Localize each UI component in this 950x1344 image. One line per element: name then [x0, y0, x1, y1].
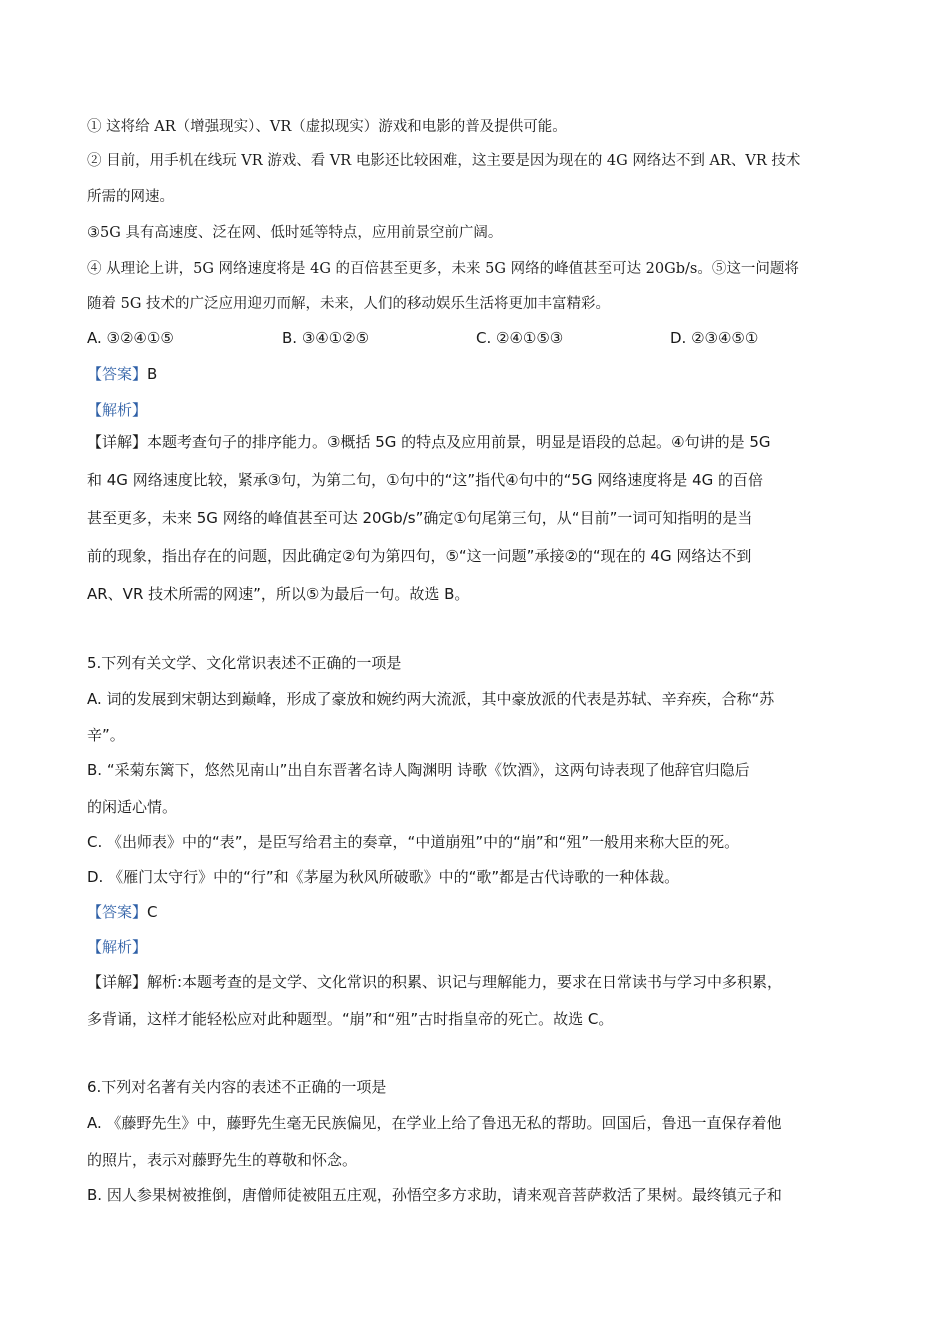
sentence-4-line-2: 随着 5G 技术的广泛应用迎刃而解，未来，人们的移动娱乐生活将更加丰富精彩。: [87, 296, 611, 312]
detail-line: AR、VR 技术所需的网速”，所以⑤为最后一句。故选 B。: [87, 585, 470, 603]
q5-line: C. 《出师表》中的“表”，是臣写给君主的奏章，“中道崩殂”中的“崩”和“殂”一般用来称大臣的死。: [87, 833, 740, 851]
q5-line: B. “采菊东篱下，悠然见南山”出自东晋著名诗人陶渊明 诗歌《饮酒》，这两句诗表现了他辞官归隐后: [87, 761, 750, 779]
question-6: 6.下列对名著有关内容的表述不正确的一项是: [87, 1078, 387, 1096]
q6-line: B. 因人参果树被推倒，唐僧师徒被阻五庄观，孙悟空多方求助，请来观音菩萨救活了果树。最终镇元子和: [87, 1186, 782, 1204]
q5-line: D. 《雁门太守行》中的“行”和《茅屋为秋风所破歌》中的“歌”都是古代诗歌的一种体裁。: [87, 868, 680, 886]
detail-line: 甚至更多，未来 5G 网络的峰值甚至可达 20Gb/s”确定①句尾第三句，从“目前”一词可知指明的是当: [87, 509, 753, 527]
question-5: 5.下列有关文学、文化常识表述不正确的一项是: [87, 654, 402, 672]
answer-value: C: [147, 903, 158, 921]
detail-line: 前的现象，指出存在的问题，因此确定②句为第四句，⑤“这一问题”承接②的“现在的 4G 网络达不到: [87, 547, 752, 565]
option-b: B. ③④①②⑤: [282, 329, 370, 347]
answer-line: [87, 902, 158, 922]
analysis-tag: 【解析】: [87, 938, 148, 956]
q5-line: 辛”。: [87, 726, 125, 744]
detail-line: 【详解】本题考查句子的排序能力。③概括 5G 的特点及应用前景，明显是语段的总起。④句讲的是 5G: [87, 433, 771, 451]
answer-value: B: [147, 365, 158, 383]
answer-line: [87, 364, 157, 384]
sentence-4-line-1: ④ 从理论上讲，5G 网络速度将是 4G 的百倍甚至更多，未来 5G 网络的峰值甚至可达 20Gb/s。⑤这一问题将: [87, 261, 799, 277]
option-c: C. ②④①⑤③: [476, 329, 564, 347]
sentence-2-line-1: ② 目前，用手机在线玩 VR 游戏、看 VR 电影还比较困难，这主要是因为现在的 4G 网络达不到 AR、VR 技术: [87, 153, 801, 169]
sentence-3: ③5G 具有高速度、泛在网、低时延等特点，应用前景空前广阔。: [87, 225, 503, 241]
option-a: A. ③②④①⑤: [87, 329, 174, 347]
sentence-2-line-2: 所需的网速。: [87, 189, 174, 205]
analysis-tag: 【解析】: [87, 401, 148, 419]
option-d: D. ②③④⑤①: [670, 329, 759, 347]
detail-line: 和 4G 网络速度比较，紧承③句，为第二句，①句中的“这”指代④句中的“5G 网络速度将是 4G 的百倍: [87, 471, 763, 489]
q5-line: A. 词的发展到宋朝达到巅峰，形成了豪放和婉约两大流派，其中豪放派的代表是苏轼、辛弃疾，合称“苏: [87, 690, 775, 708]
detail-line: 多背诵，这样才能轻松应对此种题型。“崩”和“殂”古时指皇帝的死亡。故选 C。: [87, 1010, 614, 1028]
q5-line: 的闲适心情。: [87, 798, 178, 816]
answer-tag: 【答案】: [87, 365, 148, 383]
answer-tag: 【答案】: [87, 903, 148, 921]
q6-line: 的照片，表示对藤野先生的尊敬和怀念。: [87, 1151, 358, 1169]
q6-line: A. 《藤野先生》中，藤野先生毫无民族偏见，在学业上给了鲁迅无私的帮助。回国后，鲁迅一直保存着他: [87, 1114, 782, 1132]
sentence-1: ① 这将给 AR（增强现实）、VR（虚拟现实）游戏和电影的普及提供可能。: [87, 119, 567, 135]
detail-line: 【详解】解析:本题考查的是文学、文化常识的积累、识记与理解能力，要求在日常读书与学习中多积累，: [87, 973, 783, 991]
